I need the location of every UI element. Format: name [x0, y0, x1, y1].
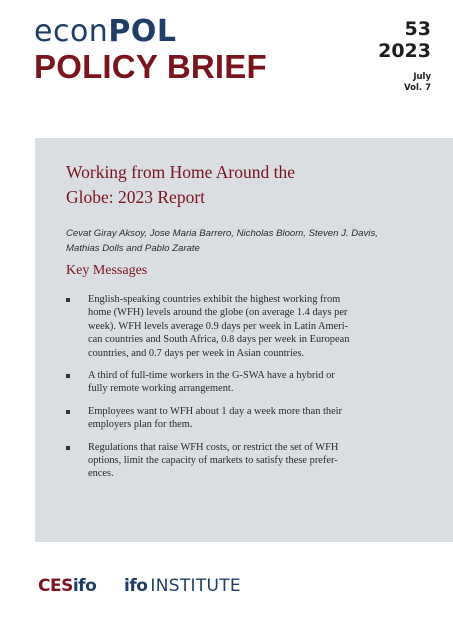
message-line: A third of full-time workers in the G-SWA have a hybrid or	[88, 370, 335, 382]
issue-year: 2023	[378, 40, 431, 62]
message-line: can countries and South Africa, 0.8 days per week in European	[88, 334, 350, 346]
ifo-institute-logo	[124, 576, 241, 596]
message-line: English-speaking countries exhibit the highest working from	[88, 294, 341, 305]
brief-title-line: Globe: 2023 Report	[66, 187, 206, 207]
ifo-logo-institute: INSTITUTE	[150, 576, 241, 596]
key-messages-list	[66, 293, 391, 490]
issue-info	[378, 18, 431, 94]
message-line: employers plan for them.	[88, 419, 193, 431]
issue-volume: Vol. 7	[404, 83, 431, 93]
cesifo-logo-ifo: ifo	[72, 576, 97, 596]
key-message-item	[66, 369, 391, 396]
cesifo-logo	[38, 576, 96, 596]
message-line: fully remote working arrangement.	[88, 383, 234, 395]
policy-brief-label: POLICY BRIEF	[34, 48, 267, 85]
message-line: week). WFH levels average 0.9 days per week in Latin Ameri-	[88, 320, 349, 332]
message-line: Employees want to WFH about 1 day a week more than their	[88, 405, 343, 417]
square-bullet-icon	[66, 374, 70, 378]
issue-month: July	[413, 72, 431, 82]
message-line: Regulations that raise WFH costs, or restrict the set of WFH	[88, 441, 339, 453]
square-bullet-icon	[66, 410, 70, 414]
issue-number: 53	[404, 18, 431, 40]
message-line: ences.	[88, 468, 114, 480]
message-line: options, limit the capacity of markets to satisfy these prefer-	[88, 455, 338, 467]
key-message-item	[66, 293, 391, 360]
key-message-item	[66, 405, 391, 432]
summary-panel	[35, 138, 453, 542]
brief-authors	[66, 226, 416, 256]
econpol-wordmark-light: econ	[34, 14, 109, 49]
econpol-logo	[34, 16, 267, 84]
ifo-logo-mark: ifo	[124, 576, 148, 596]
econpol-wordmark	[34, 16, 267, 48]
brief-title	[66, 160, 406, 210]
message-line: home (WFH) levels around the globe (on average 1.4 days per	[88, 307, 348, 319]
key-message-item	[66, 441, 391, 481]
brief-title-line: Working from Home Around the	[66, 162, 295, 182]
key-messages-heading: Key Messages	[66, 263, 148, 278]
econpol-wordmark-bold: POL	[108, 14, 177, 49]
authors-line: Mathias Dolls and Pablo Zarate	[66, 243, 200, 254]
square-bullet-icon	[66, 298, 70, 302]
authors-line: Cevat Giray Aksoy, Jose Maria Barrero, Nicholas Bloom, Steven J. Davis,	[66, 228, 378, 239]
message-line: countries, and 0.7 days per week in Asian countries.	[88, 347, 305, 359]
cesifo-logo-ces: CES	[38, 576, 73, 596]
square-bullet-icon	[66, 446, 70, 450]
